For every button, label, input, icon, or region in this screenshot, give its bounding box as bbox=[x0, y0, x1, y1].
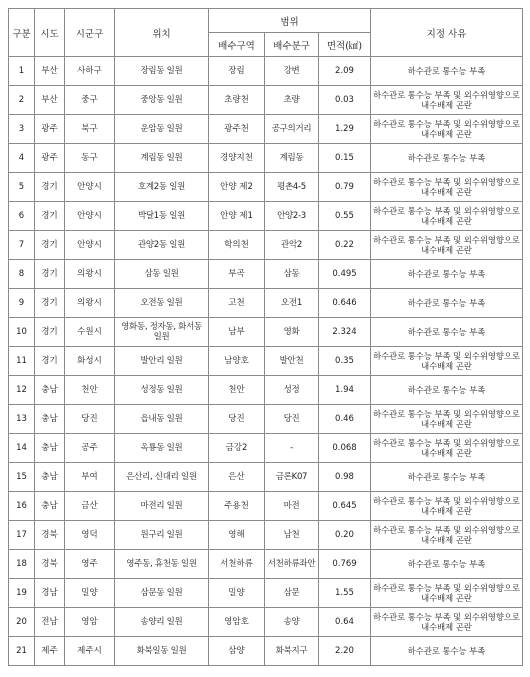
cell-reason: 하수관로 통수능 부족 bbox=[371, 57, 523, 86]
cell-sido: 충남 bbox=[35, 405, 65, 434]
cell-sido: 부산 bbox=[35, 57, 65, 86]
cell-drain-sub: 영화 bbox=[265, 318, 319, 347]
cell-location: 삼문동 일원 bbox=[115, 579, 209, 608]
cell-drain-zone: 경양지천 bbox=[209, 144, 265, 173]
cell-drain-sub: 발안천 bbox=[265, 347, 319, 376]
cell-drain-sub: 계림동 bbox=[265, 144, 319, 173]
cell-area: 0.64 bbox=[319, 608, 371, 637]
cell-location: 영화동, 정자동, 화서동 일원 bbox=[115, 318, 209, 347]
cell-reason: 하수관로 통수능 부족 및 외수위영향으로 내수배제 곤란 bbox=[371, 434, 523, 463]
cell-reason: 하수관로 통수능 부족 및 외수위영향으로 내수배제 곤란 bbox=[371, 347, 523, 376]
header-range: 범위 bbox=[209, 9, 371, 33]
cell-sigungu: 의왕시 bbox=[65, 289, 115, 318]
cell-sido: 경기 bbox=[35, 347, 65, 376]
cell-reason: 하수관로 통수능 부족 및 외수위영향으로 내수배제 곤란 bbox=[371, 202, 523, 231]
cell-drain-sub: 송양 bbox=[265, 608, 319, 637]
cell-sigungu: 영덕 bbox=[65, 521, 115, 550]
cell-sido: 경기 bbox=[35, 318, 65, 347]
header-area: 면적(㎢) bbox=[319, 33, 371, 57]
cell-drain-zone: 부곡 bbox=[209, 260, 265, 289]
cell-drain-sub: 성정 bbox=[265, 376, 319, 405]
cell-reason: 하수관로 통수능 부족 bbox=[371, 550, 523, 579]
cell-area: 0.646 bbox=[319, 289, 371, 318]
cell-no: 5 bbox=[9, 173, 35, 202]
cell-reason: 하수관로 통수능 부족 bbox=[371, 376, 523, 405]
cell-no: 10 bbox=[9, 318, 35, 347]
cell-area: 0.35 bbox=[319, 347, 371, 376]
cell-drain-sub: 관악2 bbox=[265, 231, 319, 260]
cell-sigungu: 부여 bbox=[65, 463, 115, 492]
table-row bbox=[9, 434, 523, 463]
cell-area: 0.03 bbox=[319, 86, 371, 115]
header-drain-sub: 배수분구 bbox=[265, 33, 319, 57]
cell-area: 0.495 bbox=[319, 260, 371, 289]
cell-drain-zone: 영암호 bbox=[209, 608, 265, 637]
cell-location: 읍내동 일원 bbox=[115, 405, 209, 434]
cell-reason: 하수관로 통수능 부족 bbox=[371, 260, 523, 289]
cell-sido: 충남 bbox=[35, 492, 65, 521]
table-row bbox=[9, 463, 523, 492]
cell-sido: 경기 bbox=[35, 260, 65, 289]
cell-reason: 하수관로 통수능 부족 및 외수위영향으로 내수배제 곤란 bbox=[371, 405, 523, 434]
cell-area: 2.324 bbox=[319, 318, 371, 347]
cell-sido: 경남 bbox=[35, 579, 65, 608]
cell-drain-sub: 금론K07 bbox=[265, 463, 319, 492]
cell-no: 18 bbox=[9, 550, 35, 579]
cell-drain-zone: 장림 bbox=[209, 57, 265, 86]
cell-drain-zone: 천안 bbox=[209, 376, 265, 405]
cell-location: 송양리 일원 bbox=[115, 608, 209, 637]
cell-location: 삼동 일원 bbox=[115, 260, 209, 289]
cell-sigungu: 사하구 bbox=[65, 57, 115, 86]
cell-no: 9 bbox=[9, 289, 35, 318]
cell-sido: 경기 bbox=[35, 231, 65, 260]
cell-area: 0.22 bbox=[319, 231, 371, 260]
cell-reason: 하수관로 통수능 부족 및 외수위영향으로 내수배제 곤란 bbox=[371, 86, 523, 115]
cell-reason: 하수관로 통수능 부족 및 외수위영향으로 내수배제 곤란 bbox=[371, 521, 523, 550]
cell-sigungu: 제주시 bbox=[65, 637, 115, 666]
cell-area: 1.55 bbox=[319, 579, 371, 608]
cell-location: 오전동 일원 bbox=[115, 289, 209, 318]
table-row bbox=[9, 231, 523, 260]
table-row bbox=[9, 86, 523, 115]
table-row bbox=[9, 492, 523, 521]
cell-no: 2 bbox=[9, 86, 35, 115]
cell-no: 6 bbox=[9, 202, 35, 231]
cell-sido: 충남 bbox=[35, 434, 65, 463]
cell-reason: 하수관로 통수능 부족 bbox=[371, 289, 523, 318]
cell-reason: 하수관로 통수능 부족 bbox=[371, 637, 523, 666]
cell-no: 16 bbox=[9, 492, 35, 521]
cell-reason: 하수관로 통수능 부족 및 외수위영향으로 내수배제 곤란 bbox=[371, 231, 523, 260]
cell-no: 3 bbox=[9, 115, 35, 144]
cell-drain-zone: 남부 bbox=[209, 318, 265, 347]
cell-no: 12 bbox=[9, 376, 35, 405]
cell-sigungu: 영암 bbox=[65, 608, 115, 637]
cell-drain-sub: 삼문 bbox=[265, 579, 319, 608]
cell-location: 박달1동 일원 bbox=[115, 202, 209, 231]
cell-area: 0.15 bbox=[319, 144, 371, 173]
cell-area: 0.98 bbox=[319, 463, 371, 492]
table-row bbox=[9, 376, 523, 405]
table-body bbox=[9, 57, 523, 666]
cell-drain-sub: 화북지구 bbox=[265, 637, 319, 666]
cell-drain-zone: 고천 bbox=[209, 289, 265, 318]
table-row bbox=[9, 608, 523, 637]
table-row bbox=[9, 521, 523, 550]
cell-drain-sub: 공구의거리 bbox=[265, 115, 319, 144]
table-row bbox=[9, 289, 523, 318]
cell-reason: 하수관로 통수능 부족 bbox=[371, 463, 523, 492]
cell-area: 0.46 bbox=[319, 405, 371, 434]
cell-no: 21 bbox=[9, 637, 35, 666]
cell-no: 11 bbox=[9, 347, 35, 376]
header-row-1 bbox=[9, 9, 523, 33]
cell-area: 0.79 bbox=[319, 173, 371, 202]
cell-location: 장림동 일원 bbox=[115, 57, 209, 86]
cell-location: 옥룡동 일원 bbox=[115, 434, 209, 463]
cell-reason: 하수관로 통수능 부족 및 외수위영향으로 내수배제 곤란 bbox=[371, 173, 523, 202]
cell-drain-zone: 주용천 bbox=[209, 492, 265, 521]
cell-drain-zone: 영해 bbox=[209, 521, 265, 550]
cell-drain-sub: 서천하류좌안 bbox=[265, 550, 319, 579]
cell-reason: 하수관로 통수능 부족 및 외수위영향으로 내수배제 곤란 bbox=[371, 115, 523, 144]
cell-drain-zone: 밀양 bbox=[209, 579, 265, 608]
cell-location: 마전리 일원 bbox=[115, 492, 209, 521]
cell-sido: 광주 bbox=[35, 144, 65, 173]
cell-no: 14 bbox=[9, 434, 35, 463]
cell-drain-zone: 은산 bbox=[209, 463, 265, 492]
cell-reason: 하수관로 통수능 부족 및 외수위영향으로 내수배제 곤란 bbox=[371, 579, 523, 608]
cell-sigungu: 의왕시 bbox=[65, 260, 115, 289]
cell-drain-zone: 금강2 bbox=[209, 434, 265, 463]
cell-drain-zone: 당진 bbox=[209, 405, 265, 434]
cell-area: 1.29 bbox=[319, 115, 371, 144]
cell-no: 4 bbox=[9, 144, 35, 173]
table-row bbox=[9, 115, 523, 144]
cell-sigungu: 북구 bbox=[65, 115, 115, 144]
cell-reason: 하수관로 통수능 부족 및 외수위영향으로 내수배제 곤란 bbox=[371, 492, 523, 521]
cell-sigungu: 안양시 bbox=[65, 231, 115, 260]
cell-location: 화북일동 일원 bbox=[115, 637, 209, 666]
cell-sido: 광주 bbox=[35, 115, 65, 144]
cell-sido: 제주 bbox=[35, 637, 65, 666]
cell-location: 은산리, 신대리 일원 bbox=[115, 463, 209, 492]
cell-location: 운암동 일원 bbox=[115, 115, 209, 144]
cell-drain-zone: 초량천 bbox=[209, 86, 265, 115]
designation-table bbox=[8, 8, 523, 666]
cell-location: 영주동, 휴천동 일원 bbox=[115, 550, 209, 579]
cell-area: 0.55 bbox=[319, 202, 371, 231]
cell-location: 호계2동 일원 bbox=[115, 173, 209, 202]
table-row bbox=[9, 550, 523, 579]
cell-drain-zone: 광주천 bbox=[209, 115, 265, 144]
table-row bbox=[9, 57, 523, 86]
cell-drain-zone: 학의천 bbox=[209, 231, 265, 260]
header-reason: 지정 사유 bbox=[371, 9, 523, 57]
cell-sido: 경기 bbox=[35, 202, 65, 231]
cell-reason: 하수관로 통수능 부족 bbox=[371, 318, 523, 347]
cell-area: 0.645 bbox=[319, 492, 371, 521]
table-row bbox=[9, 347, 523, 376]
cell-sigungu: 천안 bbox=[65, 376, 115, 405]
cell-drain-sub: 마전 bbox=[265, 492, 319, 521]
cell-sigungu: 당진 bbox=[65, 405, 115, 434]
cell-drain-sub: 강변 bbox=[265, 57, 319, 86]
cell-area: 1.94 bbox=[319, 376, 371, 405]
cell-sigungu: 중구 bbox=[65, 86, 115, 115]
table-row bbox=[9, 144, 523, 173]
cell-sido: 전남 bbox=[35, 608, 65, 637]
cell-drain-sub: 삼동 bbox=[265, 260, 319, 289]
cell-no: 7 bbox=[9, 231, 35, 260]
cell-sido: 경기 bbox=[35, 289, 65, 318]
cell-drain-zone: 남양호 bbox=[209, 347, 265, 376]
cell-sido: 부산 bbox=[35, 86, 65, 115]
cell-drain-sub: 오전1 bbox=[265, 289, 319, 318]
cell-drain-sub: 안양2-3 bbox=[265, 202, 319, 231]
cell-area: 2.20 bbox=[319, 637, 371, 666]
cell-area: 2.09 bbox=[319, 57, 371, 86]
cell-sido: 경북 bbox=[35, 521, 65, 550]
cell-location: 계림동 일원 bbox=[115, 144, 209, 173]
cell-location: 성정동 일원 bbox=[115, 376, 209, 405]
table-row bbox=[9, 318, 523, 347]
cell-sigungu: 영주 bbox=[65, 550, 115, 579]
cell-sigungu: 공주 bbox=[65, 434, 115, 463]
cell-drain-zone: 삼양 bbox=[209, 637, 265, 666]
header-sido: 시도 bbox=[35, 9, 65, 57]
cell-reason: 하수관로 통수능 부족 bbox=[371, 144, 523, 173]
cell-no: 8 bbox=[9, 260, 35, 289]
cell-drain-sub: 남천 bbox=[265, 521, 319, 550]
cell-location: 관양2동 일원 bbox=[115, 231, 209, 260]
table-row bbox=[9, 260, 523, 289]
cell-sigungu: 동구 bbox=[65, 144, 115, 173]
cell-location: 원구리 일원 bbox=[115, 521, 209, 550]
cell-sido: 경기 bbox=[35, 173, 65, 202]
cell-drain-sub: 평촌4-5 bbox=[265, 173, 319, 202]
cell-drain-sub: 초량 bbox=[265, 86, 319, 115]
cell-sido: 경북 bbox=[35, 550, 65, 579]
cell-area: 0.769 bbox=[319, 550, 371, 579]
cell-no: 1 bbox=[9, 57, 35, 86]
cell-sigungu: 밀양 bbox=[65, 579, 115, 608]
cell-no: 20 bbox=[9, 608, 35, 637]
cell-sigungu: 안양시 bbox=[65, 202, 115, 231]
cell-no: 19 bbox=[9, 579, 35, 608]
cell-sigungu: 안양시 bbox=[65, 173, 115, 202]
header-drain-zone: 배수구역 bbox=[209, 33, 265, 57]
cell-area: 0.068 bbox=[319, 434, 371, 463]
table-row bbox=[9, 202, 523, 231]
cell-sigungu: 화성시 bbox=[65, 347, 115, 376]
header-sigungu: 시군구 bbox=[65, 9, 115, 57]
header-location: 위치 bbox=[115, 9, 209, 57]
cell-area: 0.20 bbox=[319, 521, 371, 550]
cell-sido: 충남 bbox=[35, 463, 65, 492]
table-row bbox=[9, 405, 523, 434]
cell-drain-sub: 당진 bbox=[265, 405, 319, 434]
cell-drain-zone: 안양 제1 bbox=[209, 202, 265, 231]
document-table-container bbox=[8, 8, 523, 666]
cell-sido: 충남 bbox=[35, 376, 65, 405]
cell-sigungu: 수원시 bbox=[65, 318, 115, 347]
cell-drain-sub: - bbox=[265, 434, 319, 463]
table-row bbox=[9, 579, 523, 608]
header-no: 구분 bbox=[9, 9, 35, 57]
cell-location: 발안리 일원 bbox=[115, 347, 209, 376]
cell-sigungu: 금산 bbox=[65, 492, 115, 521]
cell-drain-zone: 서천하류 bbox=[209, 550, 265, 579]
cell-location: 중앙동 일원 bbox=[115, 86, 209, 115]
table-row bbox=[9, 637, 523, 666]
cell-reason: 하수관로 통수능 부족 및 외수위영향으로 내수배제 곤란 bbox=[371, 608, 523, 637]
cell-drain-zone: 안양 제2 bbox=[209, 173, 265, 202]
cell-no: 17 bbox=[9, 521, 35, 550]
cell-no: 13 bbox=[9, 405, 35, 434]
table-row bbox=[9, 173, 523, 202]
cell-no: 15 bbox=[9, 463, 35, 492]
